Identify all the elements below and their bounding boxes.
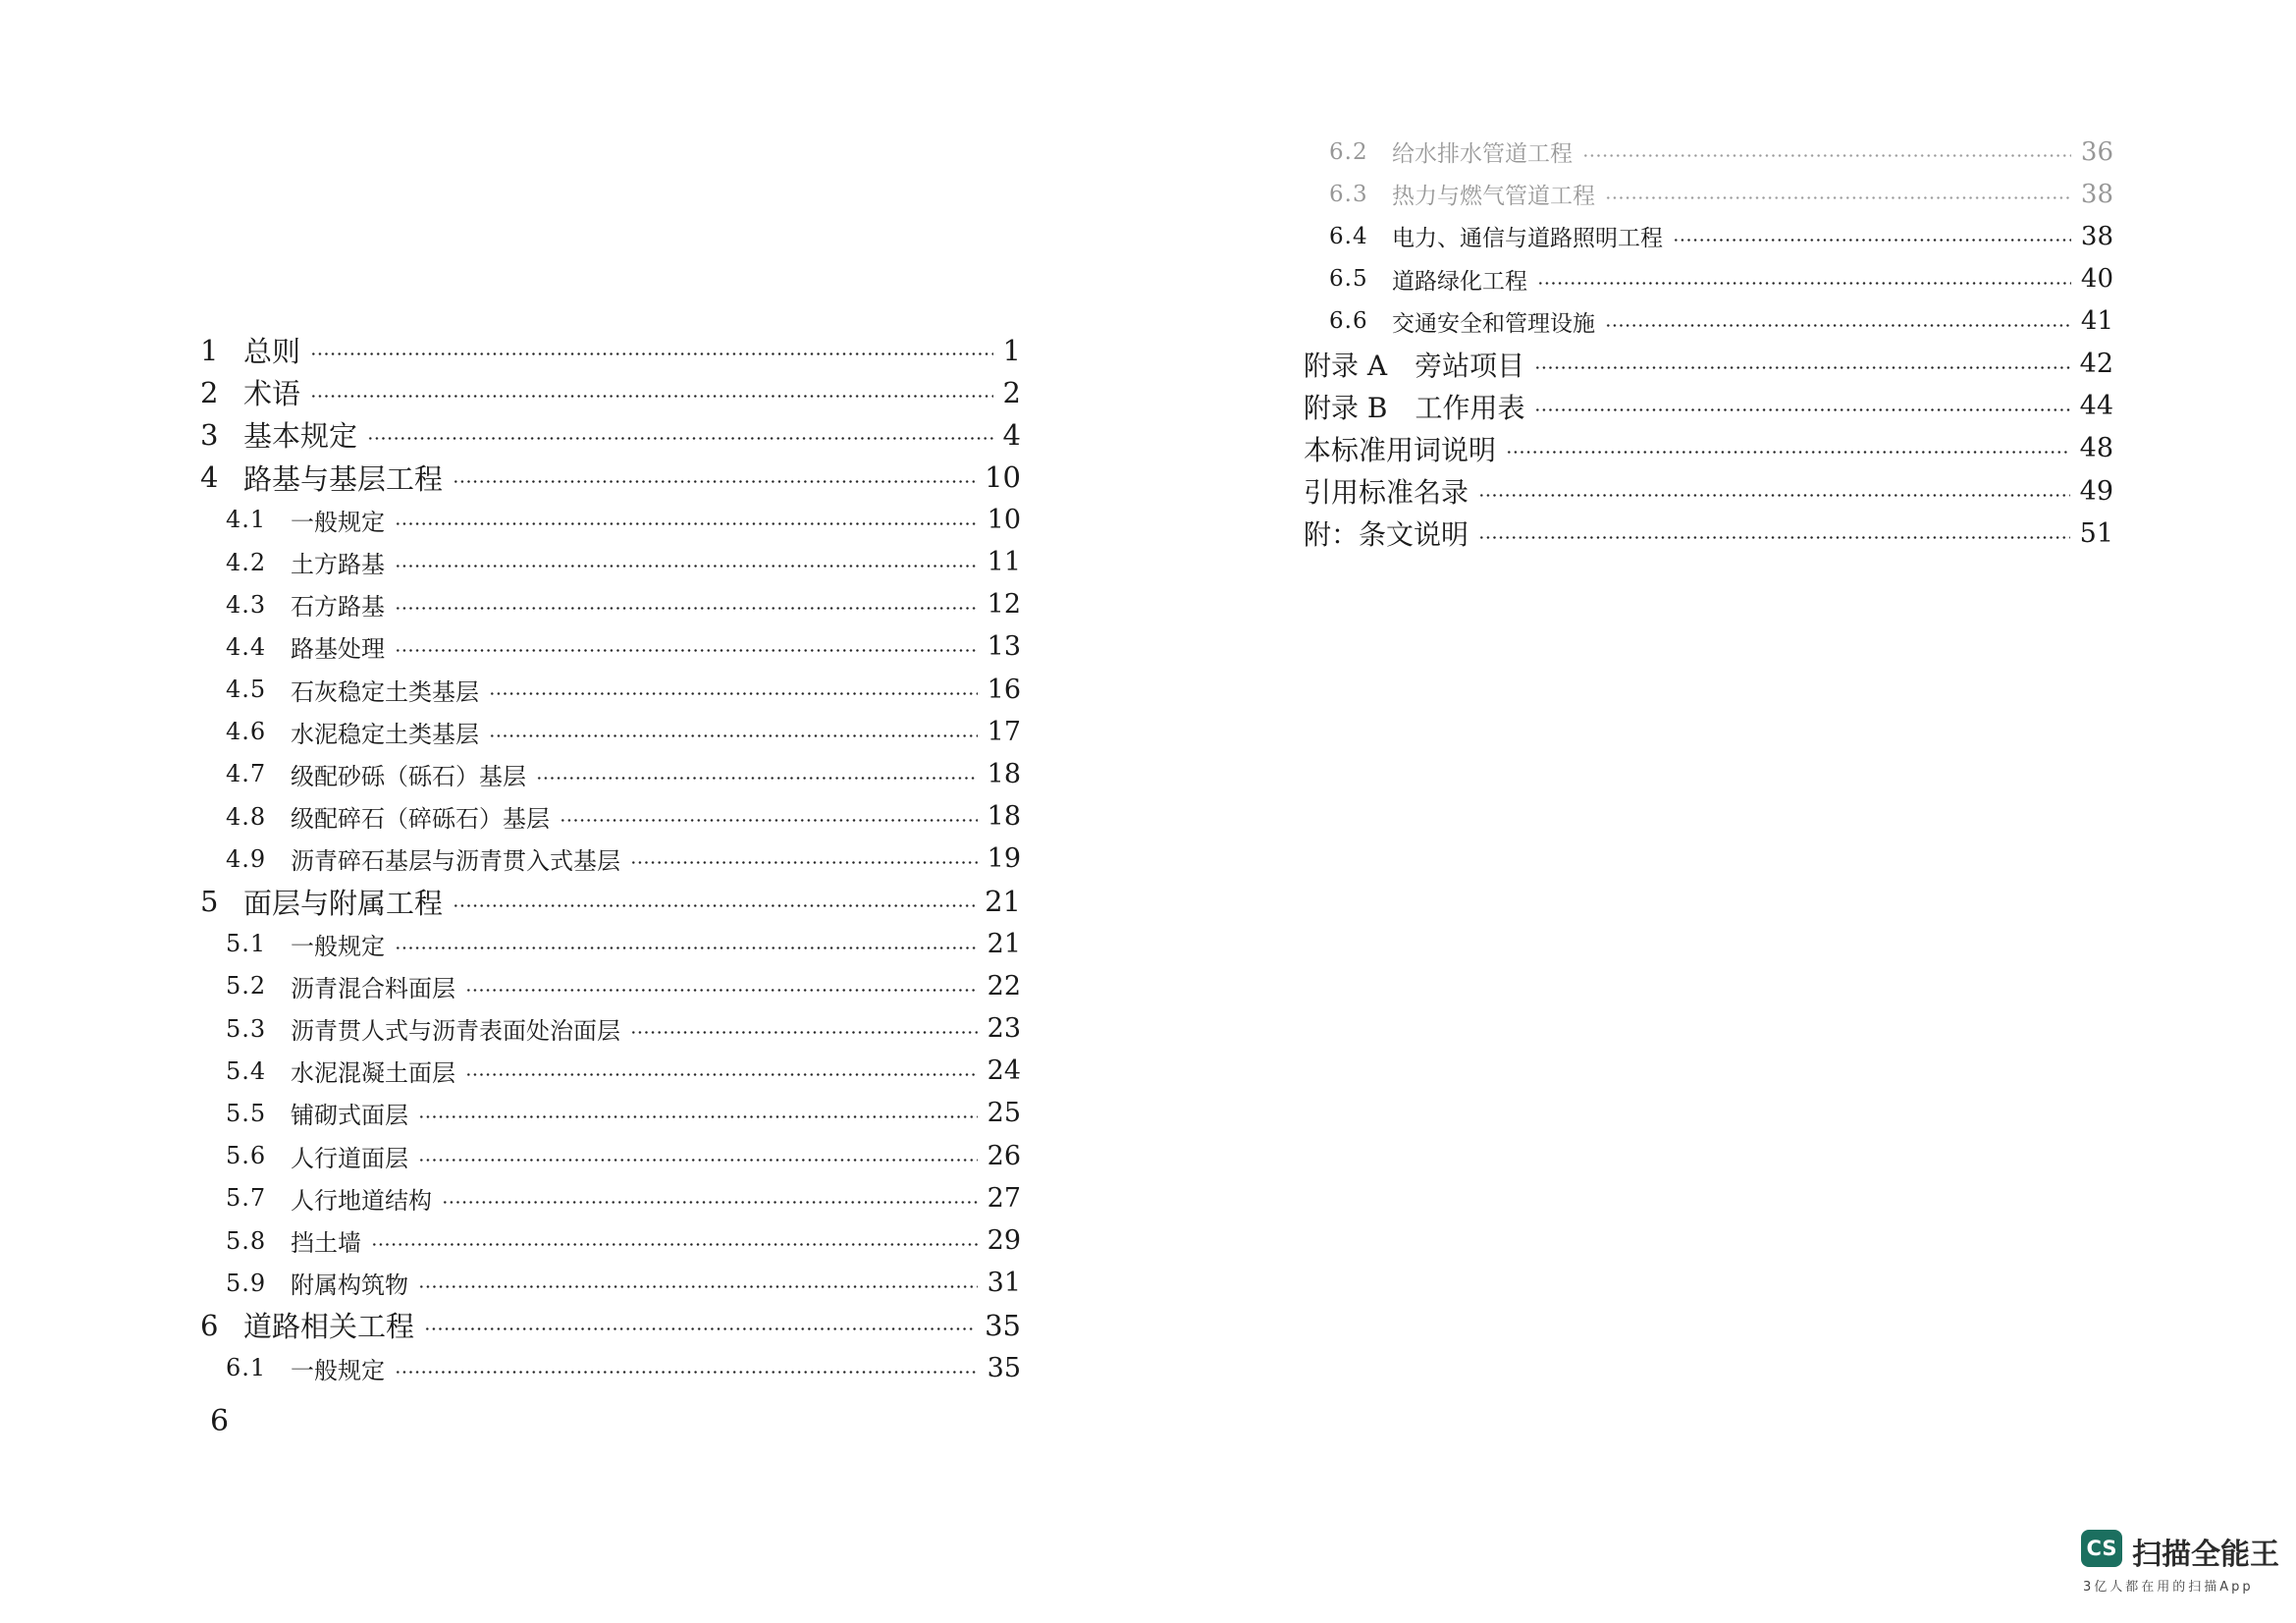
toc-entry: [196, 1135, 1021, 1177]
toc-entry: [196, 753, 1021, 795]
toc-dot-leader: [1534, 366, 2070, 369]
toc-entry-page: 35: [987, 1352, 1021, 1383]
toc-entry: [196, 371, 1021, 413]
toc-dot-leader: [424, 1327, 975, 1330]
toc-entry: [196, 838, 1021, 880]
toc-entry-number: 2: [200, 375, 219, 409]
toc-entry-title: 总则: [243, 335, 301, 369]
toc-entry-page: 25: [987, 1098, 1021, 1129]
toc-entry: [196, 669, 1021, 711]
toc-entry-page: 27: [987, 1182, 1021, 1214]
toc-entry-page: 13: [987, 631, 1021, 663]
toc-entry-number: 5: [200, 885, 219, 919]
toc-entry-title: 级配碎石（碎砾石）基层: [291, 805, 550, 834]
toc-entry: [1304, 131, 2113, 173]
toc-dot-leader: [560, 819, 978, 822]
toc-entry-title: 沥青混合料面层: [291, 974, 455, 1002]
toc-entry-number: 4.3: [226, 590, 267, 619]
toc-dot-leader: [489, 734, 978, 737]
toc-entry-page: 16: [987, 674, 1021, 705]
toc-entry-title: 交通安全和管理设施: [1392, 310, 1595, 337]
toc-entry-page: 29: [987, 1225, 1021, 1257]
toc-entry-page: 51: [2079, 517, 2113, 549]
toc-entry-number: 4: [200, 460, 219, 495]
toc-entry: [1304, 427, 2113, 469]
toc-entry: [196, 923, 1021, 965]
toc-entry-page: 18: [987, 758, 1021, 789]
toc-dot-leader: [418, 1285, 978, 1288]
toc-entry-page: 48: [2079, 433, 2113, 464]
toc-entry-title: 石灰稳定土类基层: [291, 677, 479, 706]
toc-dot-leader: [1537, 282, 2071, 285]
toc-dot-leader: [418, 1115, 978, 1118]
toc-entry-number: 4.2: [226, 548, 267, 576]
toc-entry-number: 6.3: [1329, 181, 1368, 207]
toc-dot-leader: [1534, 408, 2069, 411]
toc-entry-number: 6.5: [1329, 266, 1368, 293]
toc-entry: [196, 541, 1021, 583]
toc-dot-leader: [489, 692, 978, 695]
toc-dot-leader: [453, 904, 975, 907]
watermark-tagline: 3亿人都在用的扫描App: [2083, 1580, 2254, 1595]
toc-entry-page: 24: [987, 1055, 1021, 1087]
toc-entry: [196, 1347, 1021, 1389]
toc-entry-number: 6: [200, 1308, 219, 1342]
toc-entry-number: 3: [200, 417, 219, 452]
toc-dot-leader: [465, 989, 978, 992]
toc-entry-title: 道路绿化工程: [1392, 268, 1527, 295]
toc-entry-title: 附属构筑物: [291, 1271, 408, 1300]
toc-dot-leader: [442, 1201, 978, 1204]
toc-entry-number: 4.4: [226, 632, 267, 661]
toc-entry: [196, 1304, 1021, 1346]
toc-entry-page: 49: [2079, 475, 2113, 507]
toc-entry-number: 5.1: [226, 930, 267, 958]
toc-entry-number: 4.5: [226, 676, 267, 704]
toc-right-column: [1304, 131, 2113, 555]
toc-entry: [1304, 470, 2113, 513]
watermark-app-name: 扫描全能王: [2132, 1538, 2279, 1572]
toc-dot-leader: [1506, 451, 2070, 454]
toc-entry-page: 38: [2080, 179, 2113, 209]
toc-entry: [1304, 173, 2113, 215]
toc-entry-title: 挡土墙: [291, 1229, 361, 1258]
toc-entry-page: 42: [2079, 349, 2113, 380]
toc-dot-leader: [395, 947, 978, 949]
toc-entry-page: 26: [987, 1140, 1021, 1171]
toc-entry-title: 一般规定: [291, 1356, 385, 1384]
toc-entry: [196, 1262, 1021, 1304]
toc-entry-title: 附录 B 工作用表: [1304, 391, 1525, 424]
toc-entry-number: 5.2: [226, 972, 267, 1001]
toc-entry: [196, 457, 1021, 499]
toc-entry-number: 4.6: [226, 718, 267, 746]
toc-dot-leader: [630, 861, 978, 864]
toc-entry: [196, 625, 1021, 668]
toc-entry-number: 4.8: [226, 802, 267, 831]
toc-entry: [196, 1050, 1021, 1092]
toc-dot-leader: [395, 607, 978, 610]
toc-dot-leader: [418, 1159, 978, 1162]
toc-dot-leader: [465, 1073, 978, 1076]
toc-entry-title: 人行道面层: [291, 1144, 408, 1172]
toc-entry-title: 道路相关工程: [243, 1310, 415, 1344]
toc-entry-page: 1: [1002, 333, 1021, 367]
toc-dot-leader: [1605, 196, 2071, 199]
toc-entry-page: 10: [985, 460, 1021, 495]
toc-entry-page: 11: [987, 547, 1021, 578]
toc-entry: [1304, 385, 2113, 427]
toc-entry: [1304, 258, 2113, 300]
toc-entry-title: 级配砂砾（砾石）基层: [291, 762, 526, 790]
toc-dot-leader: [310, 395, 993, 398]
toc-entry: [1304, 343, 2113, 385]
toc-dot-leader: [395, 649, 978, 652]
toc-entry-page: 23: [987, 1013, 1021, 1045]
toc-left-column: [196, 329, 1021, 1389]
toc-entry-number: 6.4: [1329, 223, 1368, 249]
toc-entry-page: 44: [2079, 391, 2113, 422]
toc-entry-title: 热力与燃气管道工程: [1392, 184, 1595, 210]
toc-entry-number: 6.6: [1329, 308, 1368, 335]
toc-entry-title: 引用标准名录: [1304, 476, 1469, 510]
toc-entry: [196, 1219, 1021, 1262]
toc-entry-page: 12: [987, 589, 1021, 621]
toc-entry: [196, 329, 1021, 371]
toc-entry: [196, 583, 1021, 625]
toc-entry-page: 36: [2080, 136, 2113, 167]
toc-entry: [1304, 300, 2113, 343]
toc-entry-page: 41: [2080, 306, 2113, 337]
toc-entry-number: 4.7: [226, 760, 267, 788]
toc-entry-title: 本标准用词说明: [1304, 433, 1497, 466]
toc-entry-number: 5.5: [226, 1099, 267, 1127]
toc-entry-title: 沥青碎石基层与沥青贯入式基层: [291, 847, 620, 876]
toc-entry: [196, 1092, 1021, 1134]
toc-entry-title: 给水排水管道工程: [1392, 141, 1573, 168]
toc-entry: [196, 413, 1021, 456]
toc-dot-leader: [395, 522, 978, 525]
toc-entry-title: 附：条文说明: [1304, 518, 1469, 552]
toc-entry-page: 17: [987, 716, 1021, 747]
toc-entry-page: 21: [987, 928, 1021, 959]
toc-entry-page: 2: [1002, 375, 1021, 409]
toc-entry-page: 38: [2080, 221, 2113, 251]
toc-entry-page: 4: [1002, 417, 1021, 452]
toc-entry-number: 4.9: [226, 844, 267, 873]
toc-dot-leader: [1582, 154, 2071, 157]
toc-entry-number: 5.3: [226, 1014, 267, 1043]
toc-entry-number: 5.8: [226, 1226, 267, 1255]
toc-entry: [1304, 215, 2113, 257]
toc-entry-title: 路基与基层工程: [243, 461, 444, 496]
toc-entry-title: 基本规定: [243, 419, 358, 454]
toc-entry-page: 35: [985, 1308, 1021, 1342]
toc-entry-number: 5.9: [226, 1269, 267, 1297]
toc-entry-title: 附录 A 旁站项目: [1304, 349, 1525, 382]
toc-entry: [196, 499, 1021, 541]
toc-entry-title: 面层与附属工程: [243, 886, 444, 920]
toc-dot-leader: [395, 565, 978, 568]
toc-entry-title: 水泥稳定土类基层: [291, 720, 479, 748]
toc-entry-title: 沥青贯人式与沥青表面处治面层: [291, 1017, 620, 1046]
toc-entry-number: 1: [200, 333, 219, 367]
toc-entry-title: 人行地道结构: [291, 1186, 432, 1215]
toc-entry-number: 6.2: [1329, 138, 1368, 165]
toc-entry-number: 5.4: [226, 1056, 267, 1085]
toc-entry: [196, 965, 1021, 1007]
toc-entry-page: 22: [987, 970, 1021, 1001]
toc-dot-leader: [630, 1031, 978, 1034]
toc-dot-leader: [395, 1371, 978, 1374]
toc-entry-number: 4.1: [226, 506, 267, 534]
toc-entry-number: 5.7: [226, 1184, 267, 1213]
toc-entry-title: 路基处理: [291, 635, 385, 664]
page-number: 6: [210, 1404, 230, 1438]
toc-dot-leader: [1478, 536, 2070, 539]
toc-entry-title: 土方路基: [291, 551, 385, 579]
toc-entry: [196, 1007, 1021, 1050]
toc-entry: [1304, 513, 2113, 555]
toc-dot-leader: [536, 777, 978, 780]
toc-dot-leader: [371, 1243, 978, 1246]
toc-entry: [196, 1177, 1021, 1219]
toc-dot-leader: [1605, 324, 2071, 327]
toc-entry-title: 术语: [243, 377, 301, 411]
toc-entry-title: 铺砌式面层: [291, 1102, 408, 1130]
toc-entry-title: 石方路基: [291, 593, 385, 622]
toc-entry-page: 31: [987, 1268, 1021, 1299]
toc-dot-leader: [453, 480, 975, 483]
toc-entry-page: 10: [987, 504, 1021, 535]
toc-entry-title: 一般规定: [291, 508, 385, 536]
toc-dot-leader: [1478, 494, 2070, 497]
toc-entry: [196, 711, 1021, 753]
toc-entry-number: 6.1: [226, 1354, 267, 1382]
toc-entry-title: 电力、通信与道路照明工程: [1392, 226, 1663, 252]
toc-entry-number: 5.6: [226, 1142, 267, 1170]
toc-entry-page: 19: [987, 843, 1021, 875]
toc-entry-page: 18: [987, 801, 1021, 833]
camscanner-logo-icon: CS: [2081, 1530, 2122, 1567]
toc-dot-leader: [310, 352, 993, 355]
toc-dot-leader: [1673, 239, 2071, 242]
toc-entry-title: 水泥混凝土面层: [291, 1059, 455, 1088]
toc-entry: [196, 795, 1021, 838]
toc-entry-page: 40: [2080, 264, 2113, 295]
toc-entry-page: 21: [985, 885, 1021, 919]
toc-entry: [196, 880, 1021, 922]
toc-dot-leader: [367, 437, 993, 440]
toc-entry-title: 一般规定: [291, 932, 385, 960]
scanner-watermark: [2081, 1528, 2277, 1596]
